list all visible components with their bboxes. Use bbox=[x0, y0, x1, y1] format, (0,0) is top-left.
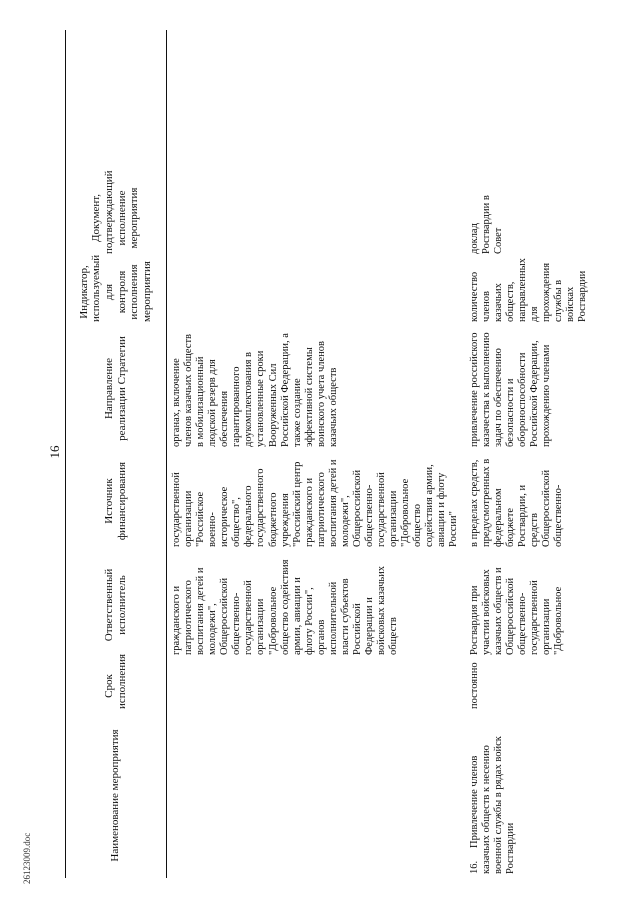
plan-table bbox=[65, 30, 640, 878]
cell-direction: привлечение российского казачества к выполнению задач по обеспечению безопасности и обороноспособности Российской Федерации, прохождению членами bbox=[468, 332, 552, 447]
cell-term: постоянно bbox=[468, 662, 480, 709]
cell-indicator: количество членов казачьих обществ, направленных для прохождения службы в войсках Росгвардии bbox=[468, 258, 589, 322]
table-row bbox=[167, 30, 465, 878]
cell-direction: органах, включение членов казачьих обществ в мобилизационный людской резерв для обеспечения гарантированного доукомплектования в установленные сроки Вооруженных Сил Российской Федерации, а также создание эффективной системы воинского учета членов казачьих обществ bbox=[171, 333, 339, 447]
header-direction: Направление реализации Стратегии bbox=[65, 326, 167, 451]
cell-document bbox=[167, 178, 465, 258]
table-top-border bbox=[65, 30, 66, 878]
cell-name bbox=[167, 713, 465, 878]
page-number: 16 bbox=[47, 445, 62, 459]
file-name-footer: 26123009.doc bbox=[22, 832, 32, 884]
header-executor: Ответственный исполнитель bbox=[65, 551, 167, 659]
cell-name: 16.Привлечение членов казачьих обществ к несению военной службы в рядах войск Росгвардии bbox=[468, 736, 516, 874]
cell-document: доклад Росгвардии в Совет bbox=[468, 195, 504, 254]
cell-indicator bbox=[167, 258, 465, 326]
cell-financing: государственной организации "Российское военно-историческое общество", федерального государственного бюджетного учреждения "Российский центр гражданского и патриотического воспитания детей и молодежи", Общероссийской общественно-государственной организации "Добровольное общество содействия армии, авиации и флоту России" bbox=[171, 459, 460, 547]
cell-executor: гражданского и патриотического воспитания детей и молодежи", Общероссийской общественно-государственной организации "Добровольное общество содействия армии, авиации и флоту России", органов исполнительной власти субъектов Российской Федерации и войсковых казачьих обществ bbox=[171, 559, 400, 655]
cell-empty bbox=[465, 30, 640, 178]
header-indicator: Индикатор, используемый для контроля исполнения мероприятия bbox=[65, 258, 167, 326]
rotated-table-sheet bbox=[65, 30, 605, 878]
cell-financing: в пределах средств, предусмотренных в федеральном бюджете Росгвардии, и средств Общероссийской общественно- bbox=[468, 458, 564, 547]
cell-executor: Росгвардия при участии войсковых казачьих обществ и Общероссийской общественно-государственной организации "Добровольное bbox=[468, 567, 564, 655]
header-document: Документ, подтверждающий исполнение мероприятия bbox=[65, 178, 167, 258]
header-row bbox=[65, 30, 167, 878]
header-empty bbox=[65, 30, 167, 178]
header-name: Наименование мероприятия bbox=[65, 713, 167, 878]
cell-term bbox=[167, 659, 465, 713]
table-row bbox=[465, 30, 640, 878]
cell-empty bbox=[167, 30, 465, 178]
header-financing: Источник финансирования bbox=[65, 451, 167, 551]
header-term: Срок исполнения bbox=[65, 659, 167, 713]
